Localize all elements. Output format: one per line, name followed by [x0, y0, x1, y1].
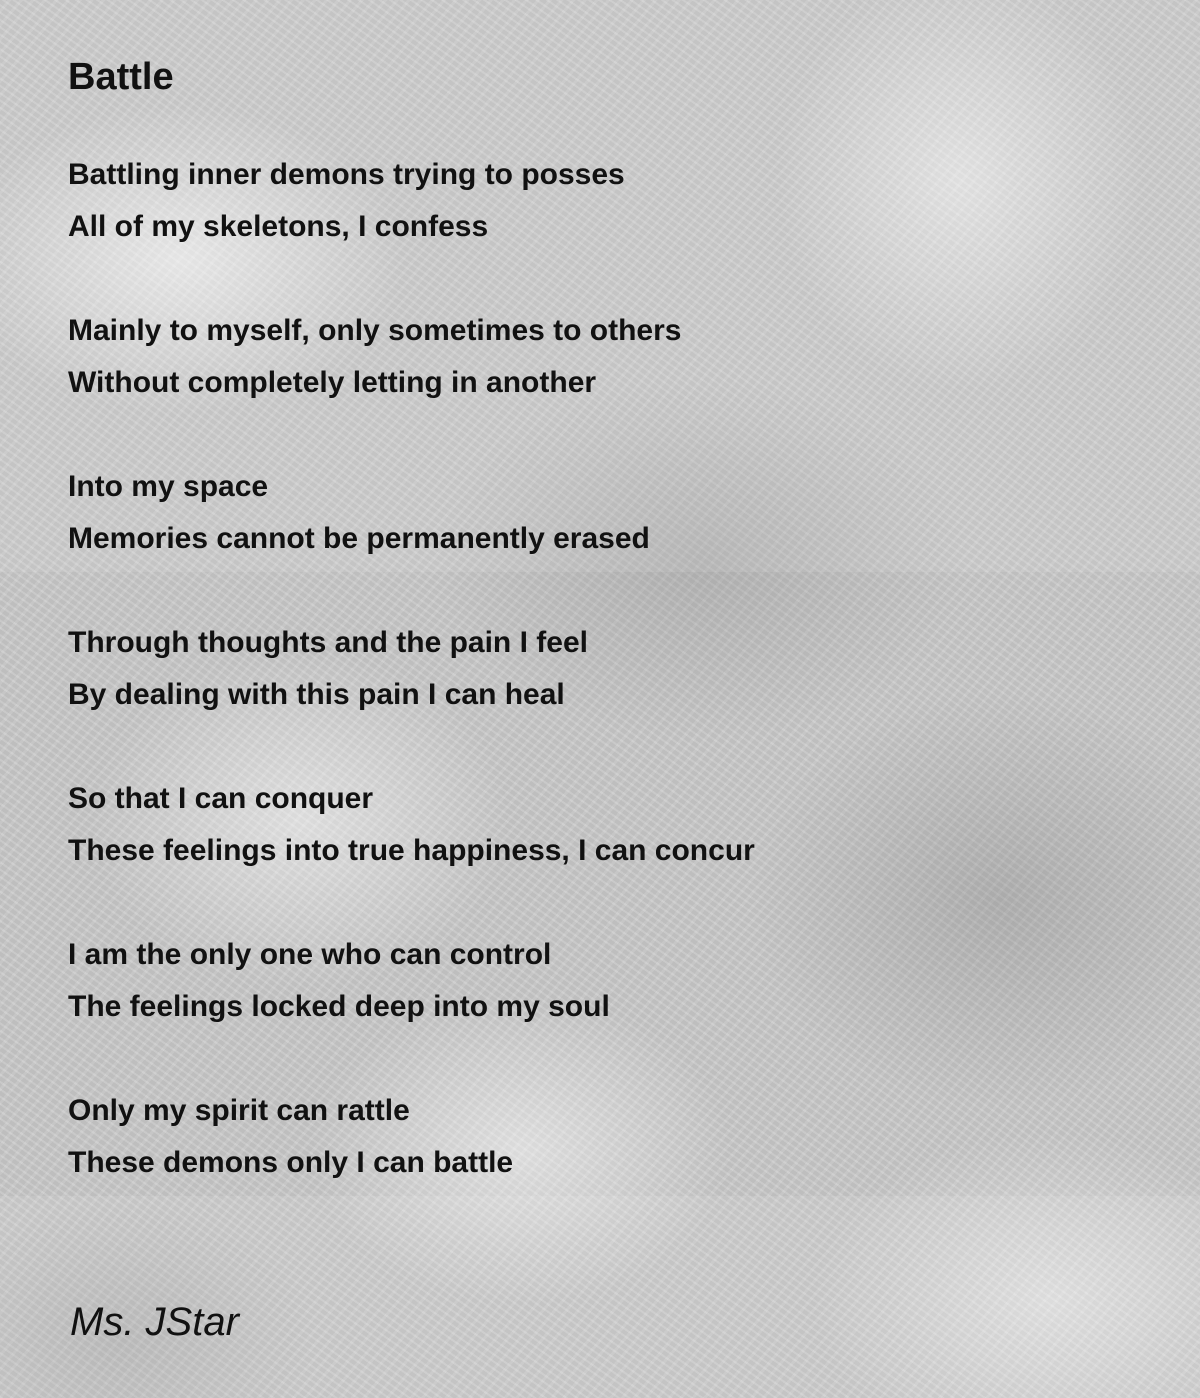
- poem-line: Into my space: [68, 470, 269, 503]
- poem-line: Mainly to myself, only sometimes to others: [68, 314, 682, 347]
- poem-author: Ms. JStar: [70, 1300, 239, 1344]
- poem-title: Battle: [68, 56, 174, 98]
- poem-line: All of my skeletons, I confess: [68, 210, 489, 243]
- poem-line: Battling inner demons trying to posses: [68, 158, 625, 191]
- stanza-4: [68, 617, 755, 721]
- stanza-3: [68, 461, 755, 565]
- poem-line: Only my spirit can rattle: [68, 1094, 410, 1127]
- poem-line: By dealing with this pain I can heal: [68, 678, 565, 711]
- stanza-2: [68, 305, 755, 409]
- poem-line: Memories cannot be permanently erased: [68, 522, 650, 555]
- poem-line: I am the only one who can control: [68, 938, 552, 971]
- stanza-5: [68, 773, 755, 877]
- poem-line: The feelings locked deep into my soul: [68, 990, 610, 1023]
- poem-line: Through thoughts and the pain I feel: [68, 626, 588, 659]
- poem-body: [68, 149, 755, 1241]
- poem-line: These demons only I can battle: [68, 1146, 514, 1179]
- poem-line: Without completely letting in another: [68, 366, 597, 399]
- stanza-1: [68, 149, 755, 253]
- poem-line: So that I can conquer: [68, 782, 374, 815]
- poem-line: These feelings into true happiness, I can concur: [68, 834, 755, 867]
- poem: [68, 52, 1148, 1179]
- stanza-6: [68, 929, 755, 1033]
- stanza-7: [68, 1085, 755, 1189]
